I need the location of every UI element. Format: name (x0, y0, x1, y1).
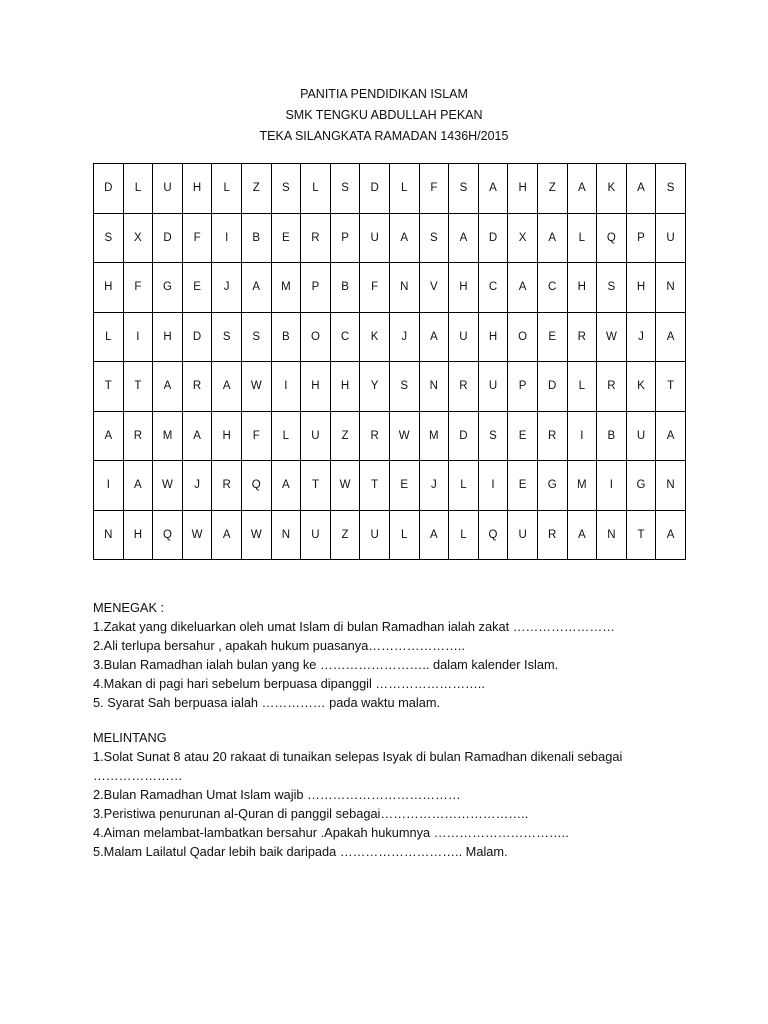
grid-cell: M (567, 461, 597, 511)
grid-cell: S (330, 164, 360, 214)
grid-cell: O (508, 312, 538, 362)
grid-cell: T (360, 461, 390, 511)
grid-cell: Q (153, 510, 183, 560)
grid-cell: G (153, 263, 183, 313)
menegak-section (93, 598, 615, 712)
grid-row (94, 411, 686, 461)
grid-cell: O (301, 312, 331, 362)
grid-cell: A (449, 213, 479, 263)
grid-cell: Y (360, 362, 390, 412)
grid-cell: L (301, 164, 331, 214)
grid-cell: A (94, 411, 124, 461)
grid-cell: N (419, 362, 449, 412)
grid-cell: S (597, 263, 627, 313)
grid-cell: A (212, 510, 242, 560)
grid-cell: G (626, 461, 656, 511)
grid-cell: I (212, 213, 242, 263)
grid-cell: D (478, 213, 508, 263)
grid-row (94, 312, 686, 362)
grid-cell: W (182, 510, 212, 560)
grid-cell: Q (597, 213, 627, 263)
grid-cell: W (153, 461, 183, 511)
grid-cell: M (153, 411, 183, 461)
grid-cell: A (419, 510, 449, 560)
menegak-clue-4: 4.Makan di pagi hari sebelum berpuasa dipanggil …………………….. (93, 676, 485, 691)
grid-cell: A (241, 263, 271, 313)
grid-cell: U (153, 164, 183, 214)
grid-cell: U (360, 510, 390, 560)
grid-cell: B (597, 411, 627, 461)
grid-cell: L (389, 164, 419, 214)
grid-cell: F (123, 263, 153, 313)
grid-cell: P (330, 213, 360, 263)
grid-cell: S (389, 362, 419, 412)
grid-cell: W (389, 411, 419, 461)
grid-cell: R (449, 362, 479, 412)
grid-cell: S (656, 164, 686, 214)
grid-cell: A (212, 362, 242, 412)
grid-cell: I (94, 461, 124, 511)
melintang-clue-1-continued: ………………… (93, 768, 183, 783)
grid-cell: G (537, 461, 567, 511)
grid-cell: H (182, 164, 212, 214)
menegak-clue-5: 5. Syarat Sah berpuasa ialah …………… pada waktu malam. (93, 695, 441, 710)
header-line-2: SMK TENGKU ABDULLAH PEKAN (285, 108, 483, 122)
grid-cell: A (478, 164, 508, 214)
grid-cell: M (271, 263, 301, 313)
grid-cell: A (153, 362, 183, 412)
melintang-clue-1: 1.Solat Sunat 8 atau 20 rakaat di tunaikan selepas Isyak di bulan Ramadhan dikenali sebagai (93, 749, 623, 764)
grid-cell: E (271, 213, 301, 263)
grid-cell: D (449, 411, 479, 461)
word-search-grid (93, 163, 686, 560)
melintang-clue-5: 5.Malam Lailatul Qadar lebih baik daripada ……………………….. Malam. (93, 844, 508, 859)
grid-cell: D (360, 164, 390, 214)
grid-cell: E (182, 263, 212, 313)
grid-cell: I (597, 461, 627, 511)
grid-cell: L (271, 411, 301, 461)
grid-cell: N (94, 510, 124, 560)
melintang-clue-4: 4.Aiman melambat-lambatkan bersahur .Apakah hukumnya ………………………….. (93, 825, 569, 840)
grid-cell: Z (537, 164, 567, 214)
grid-cell: L (123, 164, 153, 214)
grid-cell: P (301, 263, 331, 313)
grid-cell: H (330, 362, 360, 412)
grid-cell: N (389, 263, 419, 313)
grid-cell: D (94, 164, 124, 214)
grid-cell: I (123, 312, 153, 362)
grid-cell: S (478, 411, 508, 461)
header-line-3: TEKA SILANGKATA RAMADAN 1436H/2015 (259, 129, 509, 143)
grid-cell: Z (330, 510, 360, 560)
document-header (0, 84, 768, 147)
grid-cell: N (271, 510, 301, 560)
grid-cell: P (626, 213, 656, 263)
grid-cell: R (537, 411, 567, 461)
grid-cell: P (508, 362, 538, 412)
grid-cell: T (94, 362, 124, 412)
grid-cell: X (508, 213, 538, 263)
grid-cell: U (360, 213, 390, 263)
grid-cell: K (626, 362, 656, 412)
grid-cell: C (330, 312, 360, 362)
grid-cell: S (271, 164, 301, 214)
grid-cell: I (271, 362, 301, 412)
menegak-clue-2: 2.Ali terlupa bersahur , apakah hukum puasanya………………….. (93, 638, 465, 653)
grid-cell: A (567, 164, 597, 214)
grid-cell: R (537, 510, 567, 560)
grid-cell: U (626, 411, 656, 461)
grid-cell: R (301, 213, 331, 263)
grid-cell: L (212, 164, 242, 214)
melintang-clue-3: 3.Peristiwa penurunan al-Quran di panggil sebagai…………………………….. (93, 806, 529, 821)
grid-cell: A (182, 411, 212, 461)
grid-cell: R (360, 411, 390, 461)
grid-cell: H (567, 263, 597, 313)
grid-cell: A (508, 263, 538, 313)
grid-cell: F (241, 411, 271, 461)
grid-cell: V (419, 263, 449, 313)
grid-cell: H (123, 510, 153, 560)
grid-cell: L (449, 461, 479, 511)
grid-cell: F (182, 213, 212, 263)
grid-cell: A (389, 213, 419, 263)
grid-cell: B (241, 213, 271, 263)
grid-cell: B (330, 263, 360, 313)
grid-cell: I (478, 461, 508, 511)
grid-cell: J (626, 312, 656, 362)
grid-cell: D (153, 213, 183, 263)
grid-cell: C (537, 263, 567, 313)
menegak-clue-1: 1.Zakat yang dikeluarkan oleh umat Islam di bulan Ramadhan ialah zakat …………………… (93, 619, 616, 634)
grid-cell: R (212, 461, 242, 511)
grid-cell: E (508, 411, 538, 461)
grid-cell: W (241, 362, 271, 412)
grid-cell: A (537, 213, 567, 263)
grid-cell: Z (241, 164, 271, 214)
grid-cell: Z (330, 411, 360, 461)
grid-cell: W (241, 510, 271, 560)
grid-cell: H (94, 263, 124, 313)
grid-cell: J (182, 461, 212, 511)
grid-cell: U (656, 213, 686, 263)
grid-cell: T (656, 362, 686, 412)
grid-cell: H (449, 263, 479, 313)
grid-cell: N (597, 510, 627, 560)
grid-cell: A (123, 461, 153, 511)
grid-cell: K (597, 164, 627, 214)
grid-cell: C (478, 263, 508, 313)
grid-cell: U (478, 362, 508, 412)
grid-cell: A (656, 510, 686, 560)
grid-cell: A (271, 461, 301, 511)
grid-cell: L (449, 510, 479, 560)
grid-cell: H (301, 362, 331, 412)
grid-cell: E (537, 312, 567, 362)
grid-cell: S (449, 164, 479, 214)
grid-row (94, 362, 686, 412)
grid-cell: R (597, 362, 627, 412)
grid-cell: F (360, 263, 390, 313)
grid-cell: T (626, 510, 656, 560)
grid-cell: L (94, 312, 124, 362)
menegak-title: MENEGAK : (93, 600, 165, 615)
grid-cell: X (123, 213, 153, 263)
grid-cell: A (567, 510, 597, 560)
melintang-title: MELINTANG (93, 730, 167, 745)
grid-cell: W (597, 312, 627, 362)
grid-cell: J (389, 312, 419, 362)
grid-cell: U (301, 411, 331, 461)
grid-cell: L (389, 510, 419, 560)
grid-cell: U (301, 510, 331, 560)
grid-cell: A (656, 312, 686, 362)
grid-cell: Q (478, 510, 508, 560)
grid-cell: S (419, 213, 449, 263)
grid-row (94, 213, 686, 263)
grid-cell: H (508, 164, 538, 214)
grid-cell: H (478, 312, 508, 362)
menegak-clue-3: 3.Bulan Ramadhan ialah bulan yang ke …………………….. dalam kalender Islam. (93, 657, 559, 672)
grid-cell: M (419, 411, 449, 461)
grid-cell: N (656, 263, 686, 313)
grid-cell: U (508, 510, 538, 560)
grid-cell: L (567, 362, 597, 412)
grid-cell: S (241, 312, 271, 362)
grid-cell: J (419, 461, 449, 511)
grid-cell: I (567, 411, 597, 461)
grid-cell: B (271, 312, 301, 362)
grid-cell: S (94, 213, 124, 263)
grid-cell: E (389, 461, 419, 511)
grid-cell: K (360, 312, 390, 362)
grid-cell: D (537, 362, 567, 412)
grid-row (94, 263, 686, 313)
grid-cell: S (212, 312, 242, 362)
grid-cell: R (567, 312, 597, 362)
grid-cell: T (123, 362, 153, 412)
grid-cell: A (626, 164, 656, 214)
grid-cell: H (153, 312, 183, 362)
grid-cell: H (626, 263, 656, 313)
grid-cell: H (212, 411, 242, 461)
grid-cell: R (123, 411, 153, 461)
grid-cell: D (182, 312, 212, 362)
grid-row (94, 461, 686, 511)
grid-cell: F (419, 164, 449, 214)
grid-cell: A (419, 312, 449, 362)
grid-row (94, 164, 686, 214)
grid-cell: E (508, 461, 538, 511)
grid-cell: J (212, 263, 242, 313)
melintang-clue-2: 2.Bulan Ramadhan Umat Islam wajib ……………………………… (93, 787, 461, 802)
grid-cell: N (656, 461, 686, 511)
grid-cell: A (656, 411, 686, 461)
grid-cell: U (449, 312, 479, 362)
grid-cell: W (330, 461, 360, 511)
grid-cell: R (182, 362, 212, 412)
header-line-1: PANITIA PENDIDIKAN ISLAM (300, 87, 468, 101)
grid-row (94, 510, 686, 560)
melintang-section (93, 728, 622, 861)
grid-cell: L (567, 213, 597, 263)
grid-cell: Q (241, 461, 271, 511)
grid-cell: T (301, 461, 331, 511)
